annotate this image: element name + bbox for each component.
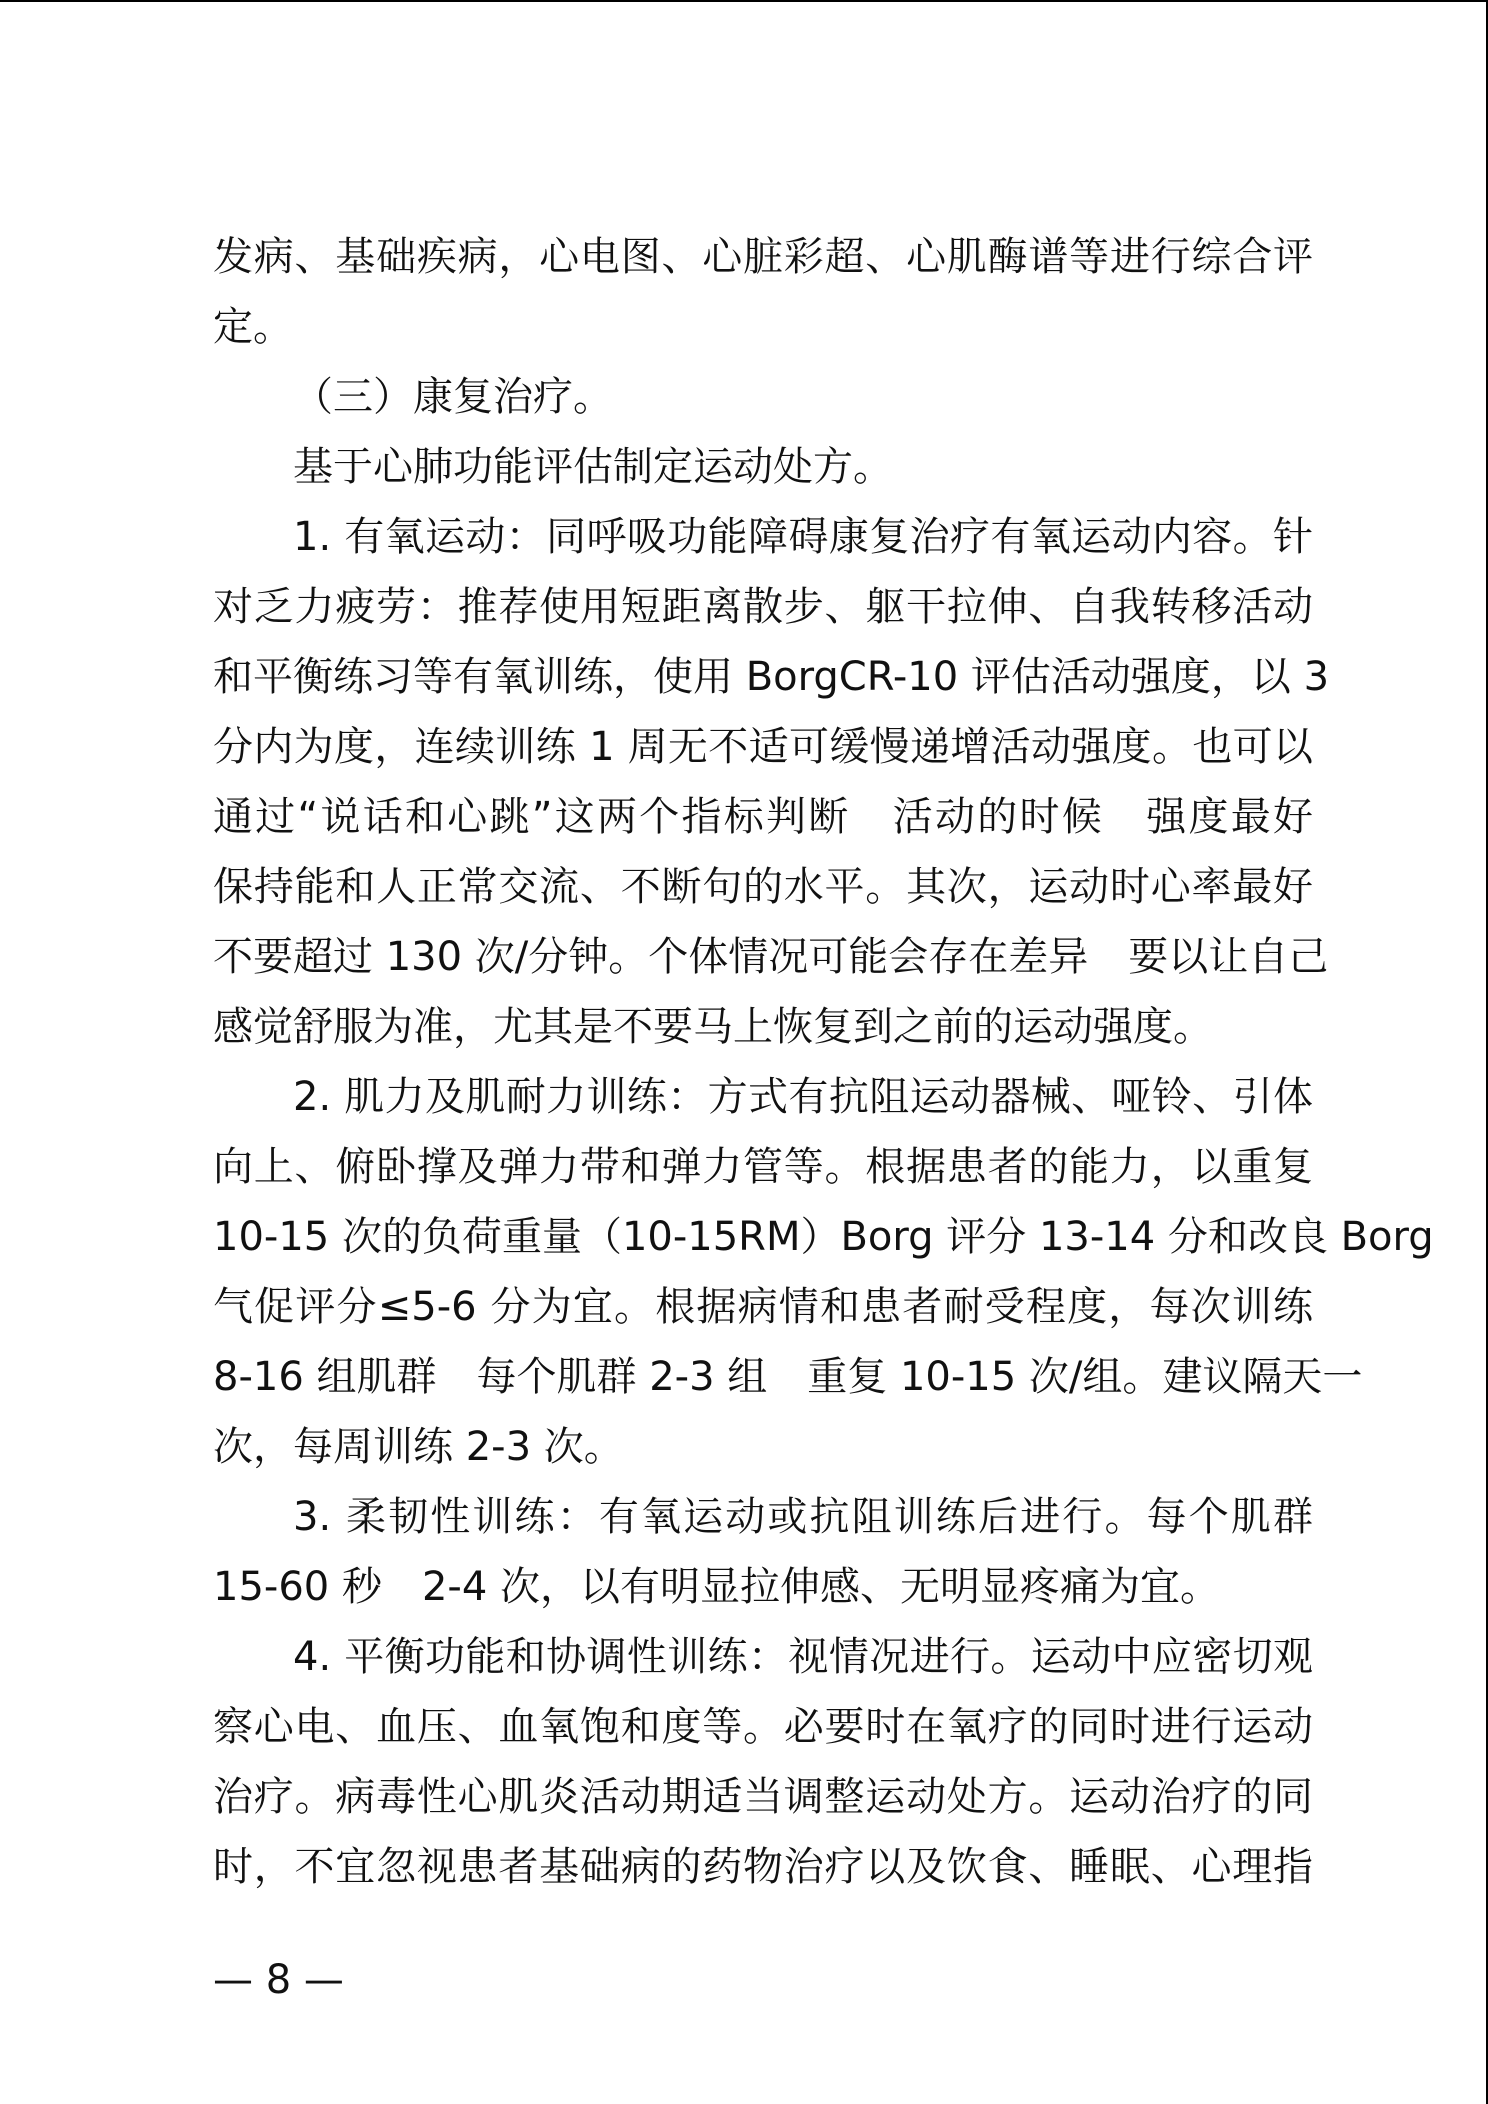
text-line: 通过“说话和心跳”这两个指标判断 活动的时候 强度最好: [213, 794, 1313, 840]
page-number: — 8 —: [213, 1957, 344, 2003]
text-line: 感觉舒服为准，尤其是不要马上恢复到之前的运动强度。: [213, 1004, 1213, 1050]
text-line: 向上、俯卧撑及弹力带和弹力管等。根据患者的能力，以重复: [213, 1144, 1313, 1190]
page-top-border: [0, 0, 1488, 2]
text-line: 15-60 秒 2-4 次，以有明显拉伸感、无明显疼痛为宜。: [213, 1564, 1220, 1610]
text-line: 不要超过 130 次/分钟。个体情况可能会存在差异 要以让自己: [213, 934, 1329, 980]
text-line: 时，不宜忽视患者基础病的药物治疗以及饮食、睡眠、心理指: [213, 1844, 1313, 1890]
text-line: 10-15 次的负荷重量（10-15RM）Borg 评分 13-14 分和改良 Borg: [213, 1214, 1434, 1260]
text-line: 发病、基础疾病，心电图、心脏彩超、心肌酶谱等进行综合评: [213, 234, 1313, 280]
text-line: 保持能和人正常交流、不断句的水平。其次，运动时心率最好: [213, 864, 1313, 910]
text-line: 察心电、血压、血氧饱和度等。必要时在氧疗的同时进行运动: [213, 1704, 1313, 1750]
text-line: 分内为度，连续训练 1 周无不适可缓慢递增活动强度。也可以: [213, 724, 1313, 770]
text-line: 次，每周训练 2-3 次。: [213, 1424, 624, 1470]
text-line: 和平衡练习等有氧训练，使用 BorgCR-10 评估活动强度，以 3: [213, 654, 1330, 700]
text-line: 气促评分≤5-6 分为宜。根据病情和患者耐受程度，每次训练: [213, 1284, 1313, 1330]
section-heading: （三）康复治疗。: [293, 374, 613, 420]
text-line: 2. 肌力及肌耐力训练：方式有抗阻运动器械、哑铃、引体: [293, 1074, 1313, 1120]
text-line: 治疗。病毒性心肌炎活动期适当调整运动处方。运动治疗的同: [213, 1774, 1313, 1820]
text-line: 3. 柔韧性训练：有氧运动或抗阻训练后进行。每个肌群: [293, 1494, 1313, 1540]
text-line: 对乏力疲劳：推荐使用短距离散步、躯干拉伸、自我转移活动: [213, 584, 1313, 630]
text-line: 基于心肺功能评估制定运动处方。: [293, 444, 893, 490]
text-line: 1. 有氧运动：同呼吸功能障碍康复治疗有氧运动内容。针: [293, 514, 1313, 560]
text-line: 4. 平衡功能和协调性训练：视情况进行。运动中应密切观: [293, 1634, 1313, 1680]
document-body: [213, 222, 1434, 1902]
text-line: 定。: [213, 304, 293, 350]
text-line: 8-16 组肌群 每个肌群 2-3 组 重复 10-15 次/组。建议隔天一: [213, 1354, 1363, 1400]
